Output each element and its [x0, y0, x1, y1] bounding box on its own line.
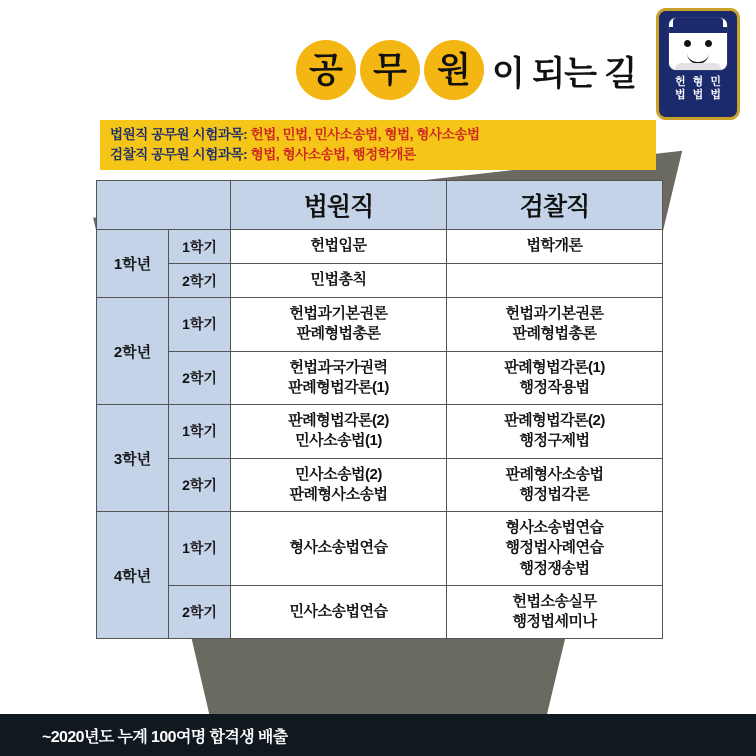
course-line: 판례형법총론 — [512, 325, 597, 343]
course-cell-court — [231, 230, 447, 264]
course-line: 헌법과기본권론 — [505, 305, 604, 322]
course-line: 판례형사소송법 — [505, 465, 604, 483]
year-cell: 2학년 — [97, 298, 169, 405]
table-row — [97, 298, 663, 352]
course-line: 민사소송법(2) — [295, 465, 382, 483]
exam-subjects-line-court — [110, 125, 646, 145]
course-cell-prosecution — [447, 405, 663, 459]
logo-char: 법 — [710, 88, 721, 101]
course-line: 법학개론 — [526, 237, 583, 255]
course-cell-court — [231, 298, 447, 352]
logo-char: 법 — [692, 88, 704, 101]
course-cell-prosecution — [447, 512, 663, 586]
course-line: 판례형법각론(1) — [504, 358, 605, 376]
mascot-hat-brim-icon — [668, 27, 728, 33]
course-cell-court — [231, 585, 447, 639]
year-cell: 1학년 — [97, 230, 169, 298]
course-cell-prosecution — [447, 298, 663, 352]
title-badge-3: 원 — [426, 42, 482, 98]
course-line: 헌법소송실무 — [512, 592, 597, 610]
course-line: 민사소송법연습 — [289, 602, 388, 620]
footer-text: ~2020년도 누계 100여명 합격생 배출 — [42, 728, 288, 746]
year-cell: 3학년 — [97, 405, 169, 512]
court-exam-subjects: 헌법, 민법, 민사소송법, 형법, 형사소송법 — [250, 127, 480, 142]
curriculum-table-wrap — [96, 180, 662, 639]
course-cell-court — [231, 264, 447, 298]
course-cell-prosecution — [447, 264, 663, 298]
exam-subjects-banner — [100, 120, 656, 170]
term-cell: 2학기 — [169, 351, 231, 405]
term-cell: 2학기 — [169, 458, 231, 512]
term-cell: 2학기 — [169, 585, 231, 639]
table-row — [97, 351, 663, 405]
header-cell-blank — [97, 181, 231, 230]
course-line: 형사소송법연습 — [505, 519, 604, 536]
course-line: 행정법각론 — [519, 485, 590, 503]
table-row — [97, 264, 663, 298]
logo-char: 민 — [710, 76, 721, 88]
logo-char: 법 — [675, 88, 686, 101]
prosecution-exam-label: 검찰직 공무원 시험과목: — [110, 146, 251, 162]
course-cell-court — [231, 351, 447, 405]
logo-text-block — [675, 76, 721, 101]
course-cell-court — [231, 512, 447, 586]
course-line: 판례형사소송법 — [289, 485, 388, 503]
year-cell: 4학년 — [97, 512, 169, 639]
course-cell-prosecution — [447, 585, 663, 639]
course-line: 판례형법총론 — [296, 325, 381, 343]
logo-char: 헌 — [675, 76, 686, 88]
term-cell: 1학기 — [169, 405, 231, 459]
table-header-row — [97, 181, 663, 230]
mascot-beard-icon — [675, 63, 721, 70]
term-cell: 2학기 — [169, 264, 231, 298]
header-cell-court: 법원직 — [231, 181, 447, 230]
course-cell-court — [231, 458, 447, 512]
department-logo — [656, 8, 740, 120]
course-line: 헌법입문 — [310, 237, 367, 255]
course-cell-court — [231, 405, 447, 459]
logo-char: 형 — [692, 76, 704, 88]
course-line: 행정쟁송법 — [519, 559, 590, 577]
course-line: 판례형법각론(2) — [288, 412, 389, 429]
table-row — [97, 585, 663, 639]
course-cell-prosecution — [447, 458, 663, 512]
title-badge-1: 공 — [298, 42, 354, 98]
course-line: 판례형법각론(2) — [504, 412, 605, 429]
prosecution-exam-subjects: 형법, 형사소송법, 행정학개론 — [250, 146, 416, 162]
logo-column-2 — [693, 76, 704, 101]
course-line: 행정구제법 — [519, 432, 590, 450]
mascot-eye-right-icon — [705, 40, 712, 47]
mascot-judge-icon — [668, 17, 728, 71]
course-line: 민사소송법(1) — [295, 432, 382, 450]
court-exam-label: 법원직 공무원 시험과목: — [110, 127, 251, 142]
table-row — [97, 230, 663, 264]
table-row — [97, 512, 663, 586]
table-row — [97, 458, 663, 512]
course-cell-prosecution — [447, 230, 663, 264]
footer-banner — [0, 714, 756, 756]
course-line: 헌법과국가권력 — [289, 358, 388, 376]
title-tail-text: 이 되는 길 — [492, 54, 637, 93]
course-line: 헌법과기본권론 — [289, 305, 388, 322]
course-line: 행정법사례연습 — [505, 539, 604, 557]
curriculum-table — [96, 180, 663, 639]
term-cell: 1학기 — [169, 512, 231, 586]
header-cell-prosecution: 검찰직 — [447, 181, 663, 230]
course-line: 민법총칙 — [310, 271, 367, 289]
title-badge-2: 무 — [362, 42, 418, 98]
exam-subjects-line-prosecution — [110, 145, 646, 165]
term-cell: 1학기 — [169, 230, 231, 264]
table-row — [97, 405, 663, 459]
course-line: 행정작용법 — [519, 378, 590, 396]
course-line: 행정법세미나 — [512, 613, 597, 630]
term-cell: 1학기 — [169, 298, 231, 352]
course-line: 형사소송법연습 — [289, 539, 388, 557]
page-title — [298, 42, 636, 98]
logo-column-3 — [710, 76, 721, 101]
mascot-eye-left-icon — [684, 40, 691, 47]
course-line: 판례형법각론(1) — [288, 378, 389, 396]
logo-column-1 — [675, 76, 686, 101]
course-cell-prosecution — [447, 351, 663, 405]
